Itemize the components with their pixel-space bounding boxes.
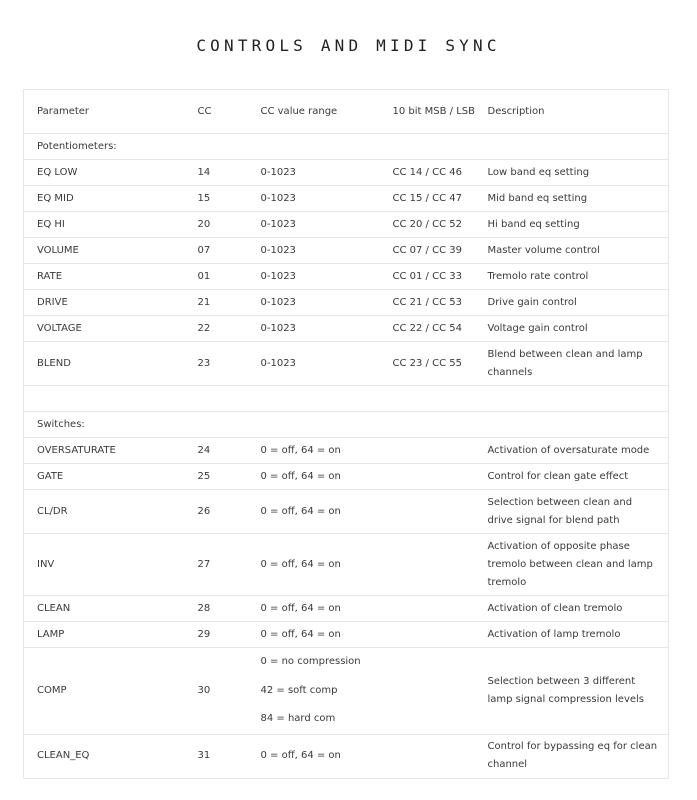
cell-description: Control for bypassing eq for clean channel — [483, 734, 669, 778]
cell-description: Selection between clean and drive signal for blend path — [483, 490, 669, 534]
cell-cc-value-range: 0 = off, 64 = on — [248, 490, 383, 534]
cell-parameter: RATE — [24, 264, 185, 290]
table-header-row — [24, 90, 669, 134]
cell-parameter: CLEAN — [24, 596, 185, 622]
cell-cc: 22 — [185, 316, 248, 342]
cell-cc-value-range: 0 = off, 64 = on — [248, 622, 383, 648]
cell-cc: 29 — [185, 622, 248, 648]
cell-description: Activation of clean tremolo — [483, 596, 669, 622]
cell-cc-value-range — [248, 648, 383, 735]
cell-description: Mid band eq setting — [483, 186, 669, 212]
cell-description: Control for clean gate effect — [483, 464, 669, 490]
cell-cc: 31 — [185, 734, 248, 778]
cell-parameter: VOLUME — [24, 238, 185, 264]
table-row — [24, 648, 669, 735]
cell-cc-value-range: 0 = off, 64 = on — [248, 734, 383, 778]
header-cc-value-range: CC value range — [260, 105, 338, 117]
section-switches-label: Switches: — [24, 412, 669, 438]
cell-msb-lsb: CC 20 / CC 52 — [383, 212, 483, 238]
cell-cc-value-range: 0 = off, 64 = on — [248, 596, 383, 622]
cell-parameter: LAMP — [24, 622, 185, 648]
cell-description: Drive gain control — [483, 290, 669, 316]
cell-cc-value-range: 0 = off, 64 = on — [248, 438, 383, 464]
range-option: 84 = hard com — [260, 713, 336, 725]
cell-msb-lsb — [383, 534, 483, 596]
section-switches — [24, 412, 669, 438]
header-msb-lsb: 10 bit MSB / LSB — [392, 105, 475, 117]
table-row — [24, 438, 669, 464]
table-row — [24, 290, 669, 316]
cell-description: Master volume control — [483, 238, 669, 264]
cell-cc-value-range: 0-1023 — [248, 238, 383, 264]
cell-description: Blend between clean and lamp channels — [483, 342, 669, 386]
cell-cc: 27 — [185, 534, 248, 596]
table-row — [24, 238, 669, 264]
table-row — [24, 490, 669, 534]
cell-cc: 14 — [185, 160, 248, 186]
header-description: Description — [487, 105, 545, 117]
cell-cc-value-range: 0 = off, 64 = on — [248, 464, 383, 490]
cell-cc: 26 — [185, 490, 248, 534]
cell-msb-lsb — [383, 596, 483, 622]
table-row — [24, 464, 669, 490]
cell-cc: 15 — [185, 186, 248, 212]
cell-msb-lsb: CC 22 / CC 54 — [383, 316, 483, 342]
cell-msb-lsb — [383, 622, 483, 648]
table-row — [24, 212, 669, 238]
cell-description: Voltage gain control — [483, 316, 669, 342]
table-row — [24, 534, 669, 596]
section-potentiometers — [24, 134, 669, 160]
cell-msb-lsb — [383, 648, 483, 735]
cell-cc: 23 — [185, 342, 248, 386]
cell-cc-value-range: 0-1023 — [248, 264, 383, 290]
cell-cc: 25 — [185, 464, 248, 490]
cell-msb-lsb — [383, 464, 483, 490]
cell-parameter: OVERSATURATE — [24, 438, 185, 464]
cell-cc: 30 — [185, 648, 248, 735]
table-row — [24, 160, 669, 186]
cell-parameter: INV — [24, 534, 185, 596]
cell-msb-lsb: CC 23 / CC 55 — [383, 342, 483, 386]
range-option: 42 = soft comp — [260, 684, 338, 696]
table-row — [24, 596, 669, 622]
cell-description: Selection between 3 different lamp signal compression levels — [483, 648, 669, 735]
cell-msb-lsb — [383, 490, 483, 534]
cell-msb-lsb: CC 14 / CC 46 — [383, 160, 483, 186]
cell-cc-value-range: 0-1023 — [248, 342, 383, 386]
cell-cc: 20 — [185, 212, 248, 238]
cell-msb-lsb: CC 15 / CC 47 — [383, 186, 483, 212]
cell-parameter: VOLTAGE — [24, 316, 185, 342]
cell-parameter: COMP — [24, 648, 185, 735]
cell-cc: 24 — [185, 438, 248, 464]
table-row — [24, 734, 669, 778]
cell-description: Low band eq setting — [483, 160, 669, 186]
cell-description: Activation of opposite phase tremolo between clean and lamp tremolo — [483, 534, 669, 596]
cell-cc-value-range: 0-1023 — [248, 160, 383, 186]
header-parameter: Parameter — [37, 105, 90, 117]
cell-cc: 28 — [185, 596, 248, 622]
cell-description: Activation of oversaturate mode — [483, 438, 669, 464]
cell-cc-value-range: 0-1023 — [248, 316, 383, 342]
cell-parameter: CLEAN_EQ — [24, 734, 185, 778]
cell-cc: 21 — [185, 290, 248, 316]
cell-cc-value-range: 0-1023 — [248, 186, 383, 212]
cell-parameter: EQ MID — [24, 186, 185, 212]
cell-parameter: BLEND — [24, 342, 185, 386]
table-row — [24, 264, 669, 290]
cell-msb-lsb: CC 21 / CC 53 — [383, 290, 483, 316]
cell-msb-lsb: CC 07 / CC 39 — [383, 238, 483, 264]
cell-cc-value-range: 0-1023 — [248, 290, 383, 316]
section-potentiometers-label: Potentiometers: — [24, 134, 669, 160]
cell-parameter: GATE — [24, 464, 185, 490]
table-spacer-row — [24, 386, 669, 412]
cell-parameter: DRIVE — [24, 290, 185, 316]
page-title: CONTROLS AND MIDI SYNC — [196, 35, 501, 55]
cell-msb-lsb — [383, 438, 483, 464]
cell-cc-value-range: 0-1023 — [248, 212, 383, 238]
cell-parameter: CL/DR — [24, 490, 185, 534]
cell-msb-lsb: CC 01 / CC 33 — [383, 264, 483, 290]
cell-msb-lsb — [383, 734, 483, 778]
table-row — [24, 186, 669, 212]
cell-description: Activation of lamp tremolo — [483, 622, 669, 648]
cell-parameter: EQ HI — [24, 212, 185, 238]
cell-cc: 01 — [185, 264, 248, 290]
spacer-cell — [24, 386, 669, 412]
cell-cc-value-range: 0 = off, 64 = on — [248, 534, 383, 596]
cell-parameter: EQ LOW — [24, 160, 185, 186]
table-row — [24, 622, 669, 648]
table-row — [24, 316, 669, 342]
range-option: 0 = no compression — [260, 656, 361, 667]
cell-description: Tremolo rate control — [483, 264, 669, 290]
header-cc: CC — [197, 105, 212, 117]
table-row — [24, 342, 669, 386]
cell-cc: 07 — [185, 238, 248, 264]
cell-description: Hi band eq setting — [483, 212, 669, 238]
midi-cc-table — [23, 89, 669, 779]
